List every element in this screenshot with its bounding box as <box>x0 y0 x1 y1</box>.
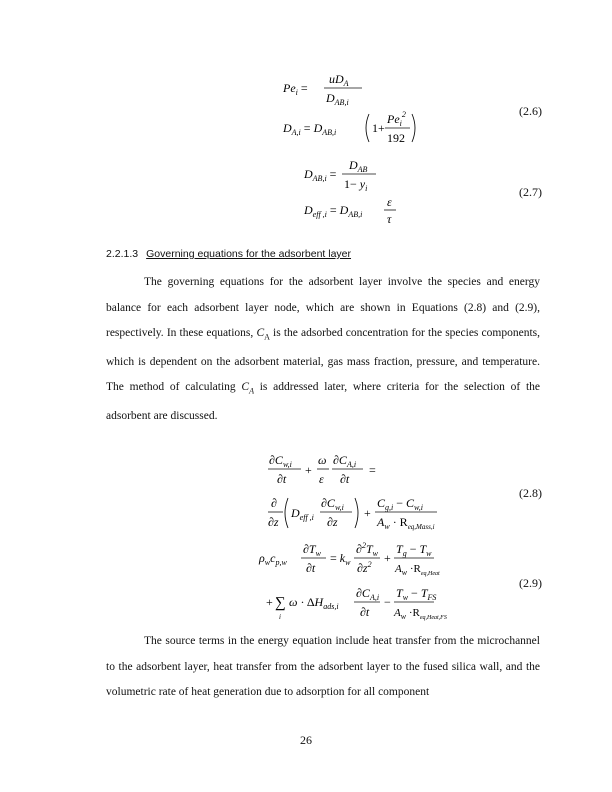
equation-2-9 <box>256 540 447 635</box>
svg-text:Aw ·Req,Heat,FS: $A_w \cdot R_{eq,Heat,FS}$ <box>394 607 447 621</box>
svg-text:∂t: ∂t <box>306 561 316 575</box>
svg-text:Tg − Tw: $T_g - T_w$ <box>396 542 432 558</box>
svg-text:i: i <box>279 613 281 621</box>
svg-text:∂CA,i: $\partial C_{A,i}$ <box>333 453 357 469</box>
svg-text:∂t: ∂t <box>340 472 350 486</box>
svg-text:∂t: ∂t <box>277 472 287 486</box>
svg-text:∂Cw,i: $\partial C_{w,i}$ <box>269 453 292 469</box>
page-number: 26 <box>300 733 312 747</box>
svg-text:∂CA,i: $\partial C_{A,i}$ <box>356 586 380 602</box>
equation-2-6-graphic <box>280 70 420 148</box>
svg-text:ε: ε <box>319 472 324 486</box>
svg-text:τ: τ <box>387 212 392 226</box>
svg-text:+: + <box>266 595 273 609</box>
svg-text:+: + <box>364 506 371 520</box>
equation-2-8 <box>265 450 445 545</box>
paragraph-adsorbent-intro <box>106 270 540 430</box>
svg-text:∂z: ∂z <box>327 515 338 529</box>
section-number: 2.2.1.3 <box>106 248 139 260</box>
svg-text:= kw: = $k_w$ <box>330 551 351 567</box>
svg-text:Cg,i − Cw,i: $C_{g,i} - C_{w,i}$ <box>377 496 424 512</box>
paragraph-source-terms <box>106 629 540 706</box>
svg-text:∂Tw: $\partial T_w$ <box>303 542 321 558</box>
equation-2-7-graphic <box>296 158 406 230</box>
equation-2-9-graphic <box>256 540 447 630</box>
svg-text:∂2Tw: $\partial^2T_w$ <box>356 541 378 558</box>
equation-2-6 <box>280 70 420 153</box>
svg-text:DAB,i =: $D_{AB,i}$ = <box>304 167 337 183</box>
equation-2-9-number: (2.9) <box>519 576 542 590</box>
equation-2-8-graphic <box>265 450 445 540</box>
section-heading <box>106 248 351 260</box>
equation-2-7-number: (2.7) <box>519 185 542 199</box>
symbol-c: C <box>256 327 265 339</box>
svg-text:Deff ,i = DAB,i: $D_{eff ,i} = D_{AB,i}$ <box>304 203 363 219</box>
svg-text:∂z2: $\partial z^2$ <box>357 560 372 575</box>
section-title: Governing equations for the adsorbent layer <box>146 248 352 260</box>
svg-text:DA,i = DAB,i: $D_{A,i} = D_{AB,i}$ <box>283 121 337 137</box>
svg-text:Aw · Req,Mass,i: $A_w \cdot R_{eq,Mass,i}$ <box>377 515 435 531</box>
svg-text:DAB,i: $D_{AB,i}$ <box>326 91 349 107</box>
svg-text:∂: ∂ <box>271 496 277 510</box>
svg-text:∂z: ∂z <box>268 515 279 529</box>
svg-text:ρwcp,w: $\rho_wc_{p,w}$ <box>259 551 287 567</box>
svg-text:ε: ε <box>387 195 392 209</box>
svg-text:ω: ω <box>318 453 327 467</box>
svg-text:∑: ∑ <box>275 595 286 611</box>
svg-text:Tw − TFS: $T_w - T_{FS}$ <box>396 586 437 602</box>
symbol-ca: C <box>241 381 250 394</box>
paragraph1-text-b: is the adsorbed concentration for the species components, which is dependent on the adsorbent material, gas mass fraction, pressure, and temperature. The method of calculating <box>106 327 540 394</box>
symbol-ca-subscript: A <box>249 386 254 396</box>
symbol-c-subscript: A <box>264 332 270 342</box>
svg-text:Aw ·Req,Heat: $A_w \cdot R_{eq,Heat}$ <box>395 563 440 577</box>
svg-text:+: + <box>305 463 312 477</box>
svg-text:∂t: ∂t <box>360 605 370 619</box>
svg-text:Deff ,i: $D_{eff ,i}$ <box>291 506 314 522</box>
paragraph1-text-c: is addressed later, where criteria for the selection of the adsorbent are discussed. <box>106 381 540 423</box>
paragraph1-text-a: The governing equations for the adsorbent layer involve the species and energy balance for each adsorbent layer node, which are shown in Equations (2.8) and (2.9), respectively. In these equations, <box>106 276 540 339</box>
svg-text:+: + <box>384 551 391 565</box>
svg-text:1+: 1+ <box>372 121 385 135</box>
svg-text:uDA: $uD_A$ <box>329 72 349 88</box>
svg-text:DAB: $D_{AB}$ <box>349 158 368 174</box>
equation-2-8-number: (2.8) <box>519 486 542 500</box>
svg-text:−: − <box>384 595 391 609</box>
svg-text:192: 192 <box>387 131 405 145</box>
equation-2-7 <box>296 158 406 235</box>
svg-text:ω · ΔHads,i: $\omega \cdot \Delta H_{ads,i}$ <box>289 595 339 611</box>
paragraph2-text: The source terms in the energy equation include heat transfer from the microchannel to the adsorbent layer, heat transfer from the adsorbent layer to the fused silica wall, and the volumetric rate of heat generation due to adsorption for all component <box>106 635 540 698</box>
svg-text:=: = <box>369 463 376 477</box>
svg-text:Pei =: $Pe_i$ = <box>283 81 308 97</box>
svg-text:Pei2: $Pe_i^2$ <box>387 110 406 128</box>
svg-text:∂Cw,i: $\partial C_{w,i}$ <box>321 496 344 512</box>
svg-text:1− yi: $1- y_i$ <box>344 177 368 193</box>
equation-2-6-number: (2.6) <box>519 104 542 118</box>
